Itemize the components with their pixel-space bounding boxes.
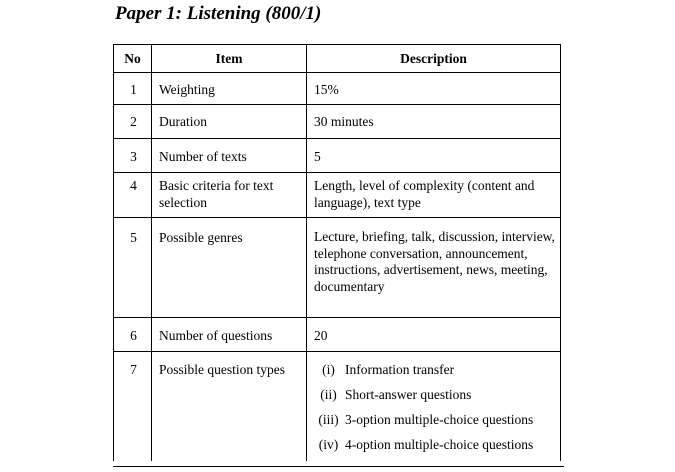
row-number: 4: [114, 173, 152, 218]
question-types-list: [314, 361, 555, 461]
list-item: [314, 411, 555, 436]
row-description: [307, 352, 561, 462]
list-item-number: (iii): [318, 412, 339, 427]
row-description: Lecture, briefing, talk, discussion, interview, telephone conversation, announcement, instructions, advertisement, news, meeting, documentary: [307, 218, 561, 318]
table-row: [114, 318, 561, 352]
row-item: Basic criteria for text selection: [152, 173, 307, 218]
header-description: Description: [307, 45, 561, 73]
row-number: 3: [114, 139, 152, 173]
list-item: [314, 436, 555, 461]
table-row: [114, 105, 561, 139]
specification-table: [113, 44, 561, 461]
row-number: 5: [114, 218, 152, 318]
table-row: [114, 352, 561, 462]
row-item: Number of texts: [152, 139, 307, 173]
row-item: Weighting: [152, 73, 307, 105]
table-header-row: [114, 45, 561, 73]
row-description: Length, level of complexity (content and language), text type: [307, 173, 561, 218]
list-item-number: (iv): [318, 437, 339, 452]
row-item: Possible genres: [152, 218, 307, 318]
table-row: [114, 173, 561, 218]
list-item-text: Short-answer questions: [345, 387, 472, 402]
row-item: Number of questions: [152, 318, 307, 352]
list-item: [314, 361, 555, 386]
row-number: 1: [114, 73, 152, 105]
row-description: 20: [307, 318, 561, 352]
table-bottom-rule: [113, 466, 564, 467]
row-item: Duration: [152, 105, 307, 139]
header-no: No: [114, 45, 152, 73]
page-title: Paper 1: Listening (800/1): [115, 3, 322, 24]
row-number: 2: [114, 105, 152, 139]
row-description: 15%: [307, 73, 561, 105]
row-description: 5: [307, 139, 561, 173]
table-row: [114, 218, 561, 318]
row-description: 30 minutes: [307, 105, 561, 139]
list-item-text: 3-option multiple-choice questions: [345, 412, 534, 427]
header-item: Item: [152, 45, 307, 73]
list-item: [314, 386, 555, 411]
row-number: 6: [114, 318, 152, 352]
row-number: 7: [114, 352, 152, 462]
table-row: [114, 139, 561, 173]
row-item: Possible question types: [152, 352, 307, 462]
list-item-number: (ii): [320, 387, 337, 402]
list-item-number: (i): [322, 362, 335, 377]
list-item-text: 4-option multiple-choice questions: [345, 437, 534, 452]
list-item-text: Information transfer: [345, 362, 455, 377]
table-row: [114, 73, 561, 105]
